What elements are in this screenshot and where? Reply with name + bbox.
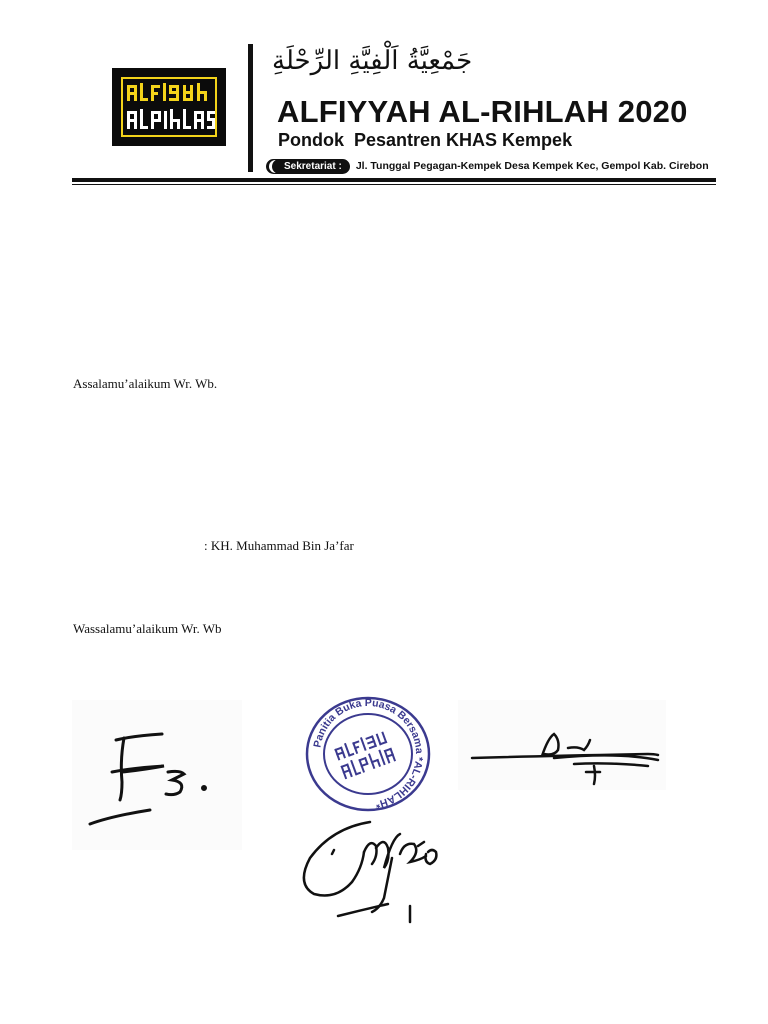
signature-right — [458, 700, 666, 790]
signature-left — [72, 700, 242, 850]
letterhead — [72, 40, 716, 190]
organization-logo — [112, 68, 226, 146]
header-rule-thin — [72, 184, 716, 185]
closing: Wassalamu’alaikum Wr. Wb — [73, 621, 222, 636]
header-divider — [248, 44, 253, 172]
address-row — [272, 157, 709, 175]
logo-frame — [121, 77, 217, 137]
greeting: Assalamu’alaikum Wr. Wb. — [73, 376, 218, 391]
secretariat-address: Jl. Tunggal Pegagan-Kempek Desa Kempek Kec, Gempol Kab. Cirebon — [355, 160, 709, 172]
stamp-ring-text: Panitia Buka Puasa Bersama *AL-RIHLAH* — [311, 696, 426, 811]
name-line: : KH. Muhammad Bin Ja’far — [204, 538, 354, 553]
secretariat-badge: Sekretariat : — [272, 159, 350, 174]
kufic-logo-graphic — [123, 79, 219, 139]
organization-stamp — [304, 696, 432, 812]
organization-subtitle: Pondok Pesantren KHAS Kempek — [278, 130, 573, 150]
organization-title: ALFIYYAH AL-RIHLAH 2020 — [277, 94, 688, 129]
signature-center — [292, 808, 458, 932]
arabic-title: جَمْعِيَّةُ اَلْفِيَّةِ الرِّحْلَةِ — [272, 46, 473, 76]
header-rule-thick — [72, 178, 716, 182]
